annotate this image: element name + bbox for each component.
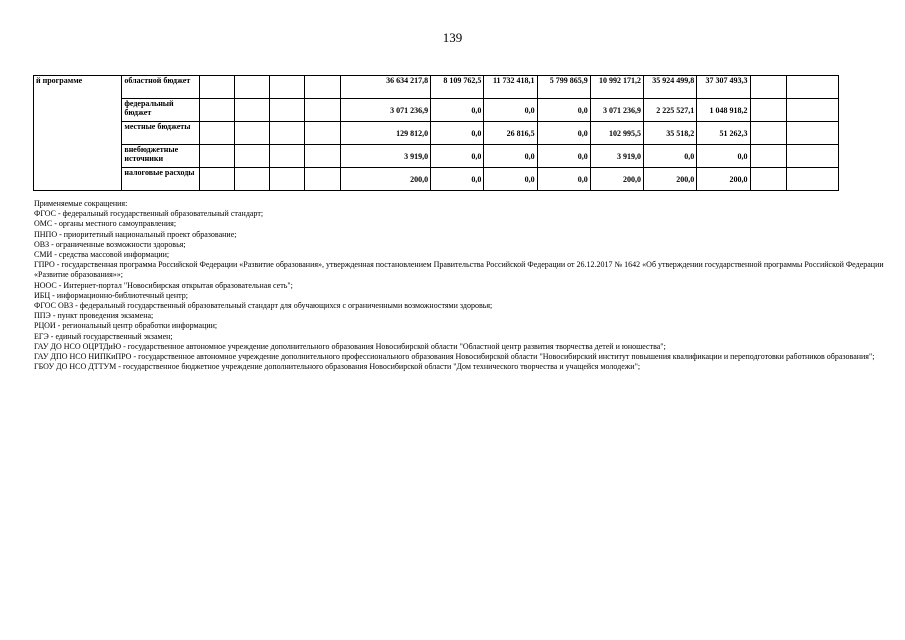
value-cell: 35 924 499,8 [644,76,697,99]
table-row [34,168,839,191]
table-row [34,99,839,122]
empty-cell [235,122,270,145]
abbreviation-item: ФГОС - федеральный государственный образовательный стандарт; [34,209,264,219]
empty-cell [786,99,838,122]
abbreviation-item: ИБЦ - информационно-библиотечный центр; [34,290,188,300]
value-cell: 0,0 [484,145,537,168]
empty-cell [750,99,786,122]
empty-cell [786,145,838,168]
value-cell: 51 262,3 [697,122,750,145]
abbreviation-item: ОМС - органы местного самоуправления; [34,219,177,229]
value-cell: 37 307 493,3 [697,76,750,99]
empty-cell [270,145,305,168]
abbreviation-item: РЦОИ - региональный центр обработки информации; [34,321,218,331]
empty-cell [305,122,340,145]
empty-cell [235,145,270,168]
funding-source-cell: областной бюджет [122,76,200,99]
abbreviations-list [34,199,884,372]
abbreviation-item: ГБОУ ДО НСО ДТТУМ - государственное бюджетное учреждение дополнительного образования Новосибирской области "Дом технического творчества и учащейся молодежи"; [34,362,641,372]
empty-cell [305,168,340,191]
abbreviation-item: ЕГЭ - единый государственный экзамен; [34,331,173,341]
value-cell: 200,0 [590,168,643,191]
value-cell: 0,0 [431,168,484,191]
value-cell: 1 048 918,2 [697,99,750,122]
empty-cell [270,122,305,145]
abbreviations-heading: Применяемые сокращения: [34,199,128,208]
empty-cell [750,145,786,168]
page-number: 139 [442,30,463,45]
financing-table [33,75,839,191]
empty-cell [270,76,305,99]
empty-cell [270,99,305,122]
table-row [34,122,839,145]
empty-cell [235,99,270,122]
empty-cell [786,168,838,191]
empty-cell [235,168,270,191]
funding-source-cell: налоговые расходы [122,168,200,191]
empty-cell [200,145,235,168]
abbreviation-item: ОВЗ - ограниченные возможности здоровья; [34,239,186,249]
value-cell: 0,0 [431,99,484,122]
empty-cell [305,76,340,99]
value-cell: 5 799 865,9 [537,76,590,99]
value-cell: 0,0 [431,122,484,145]
funding-source-cell: федеральный бюджет [122,99,200,122]
value-cell: 8 109 762,5 [431,76,484,99]
program-cell: й программе [34,76,122,191]
value-cell: 0,0 [697,145,750,168]
value-cell: 3 071 236,9 [590,99,643,122]
value-cell: 0,0 [484,168,537,191]
value-cell: 200,0 [644,168,697,191]
abbreviation-item: ПНПО - приоритетный национальный проект образование; [34,229,237,239]
value-cell: 102 995,5 [590,122,643,145]
empty-cell [786,122,838,145]
abbreviation-item: ФГОС ОВЗ - федеральный государственный образовательный стандарт для обучающихся с ограниченными возможностями здоровья; [34,301,493,311]
value-cell: 0,0 [431,145,484,168]
value-cell: 10 992 171,2 [590,76,643,99]
value-cell: 129 812,0 [340,122,431,145]
value-cell: 0,0 [537,168,590,191]
empty-cell [786,76,838,99]
abbreviation-item: СМИ - средства массовой информации; [34,250,170,260]
value-cell: 0,0 [537,122,590,145]
value-cell: 35 518,2 [644,122,697,145]
value-cell: 3 919,0 [590,145,643,168]
empty-cell [305,145,340,168]
value-cell: 0,0 [537,99,590,122]
abbreviation-item: ГАУ ДО НСО ОЦРТДиЮ - государственное автономное учреждение дополнительного образования Новосибирской области "Областной центр развития творчества детей и юношества"; [34,341,666,351]
empty-cell [200,76,235,99]
abbreviation-item: НООС - Интернет-портал "Новосибирская открытая образовательная сеть"; [34,280,293,290]
empty-cell [270,168,305,191]
value-cell: 3 071 236,9 [340,99,431,122]
value-cell: 36 634 217,8 [340,76,431,99]
empty-cell [235,76,270,99]
funding-source-cell: местные бюджеты [122,122,200,145]
empty-cell [750,76,786,99]
table-row [34,145,839,168]
table-row [34,76,839,99]
value-cell: 26 816,5 [484,122,537,145]
empty-cell [305,99,340,122]
value-cell: 0,0 [537,145,590,168]
empty-cell [200,99,235,122]
value-cell: 0,0 [644,145,697,168]
empty-cell [200,122,235,145]
value-cell: 2 225 527,1 [644,99,697,122]
empty-cell [200,168,235,191]
empty-cell [750,168,786,191]
abbreviation-item: ППЭ - пункт проведения экзамена; [34,311,154,321]
funding-source-cell: внебюджетные источники [122,145,200,168]
value-cell: 11 732 418,1 [484,76,537,99]
value-cell: 3 919,0 [340,145,431,168]
value-cell: 200,0 [697,168,750,191]
value-cell: 200,0 [340,168,431,191]
abbreviation-item: ГПРО - государственная программа Российской Федерации «Развитие образования», утвержденная постановлением Правительства Российской Федерации от 26.12.2017 № 1642 «Об утверждении государственной программы Российской Федерации «Развитие образования»»; [34,260,884,280]
empty-cell [750,122,786,145]
value-cell: 0,0 [484,99,537,122]
abbreviation-item: ГАУ ДПО НСО НИПКиПРО - государственное автономное учреждение дополнительного профессионального образования Новосибирской области "Новосибирский институт повышения квалификации и переподготовки работников образования"; [34,352,875,362]
